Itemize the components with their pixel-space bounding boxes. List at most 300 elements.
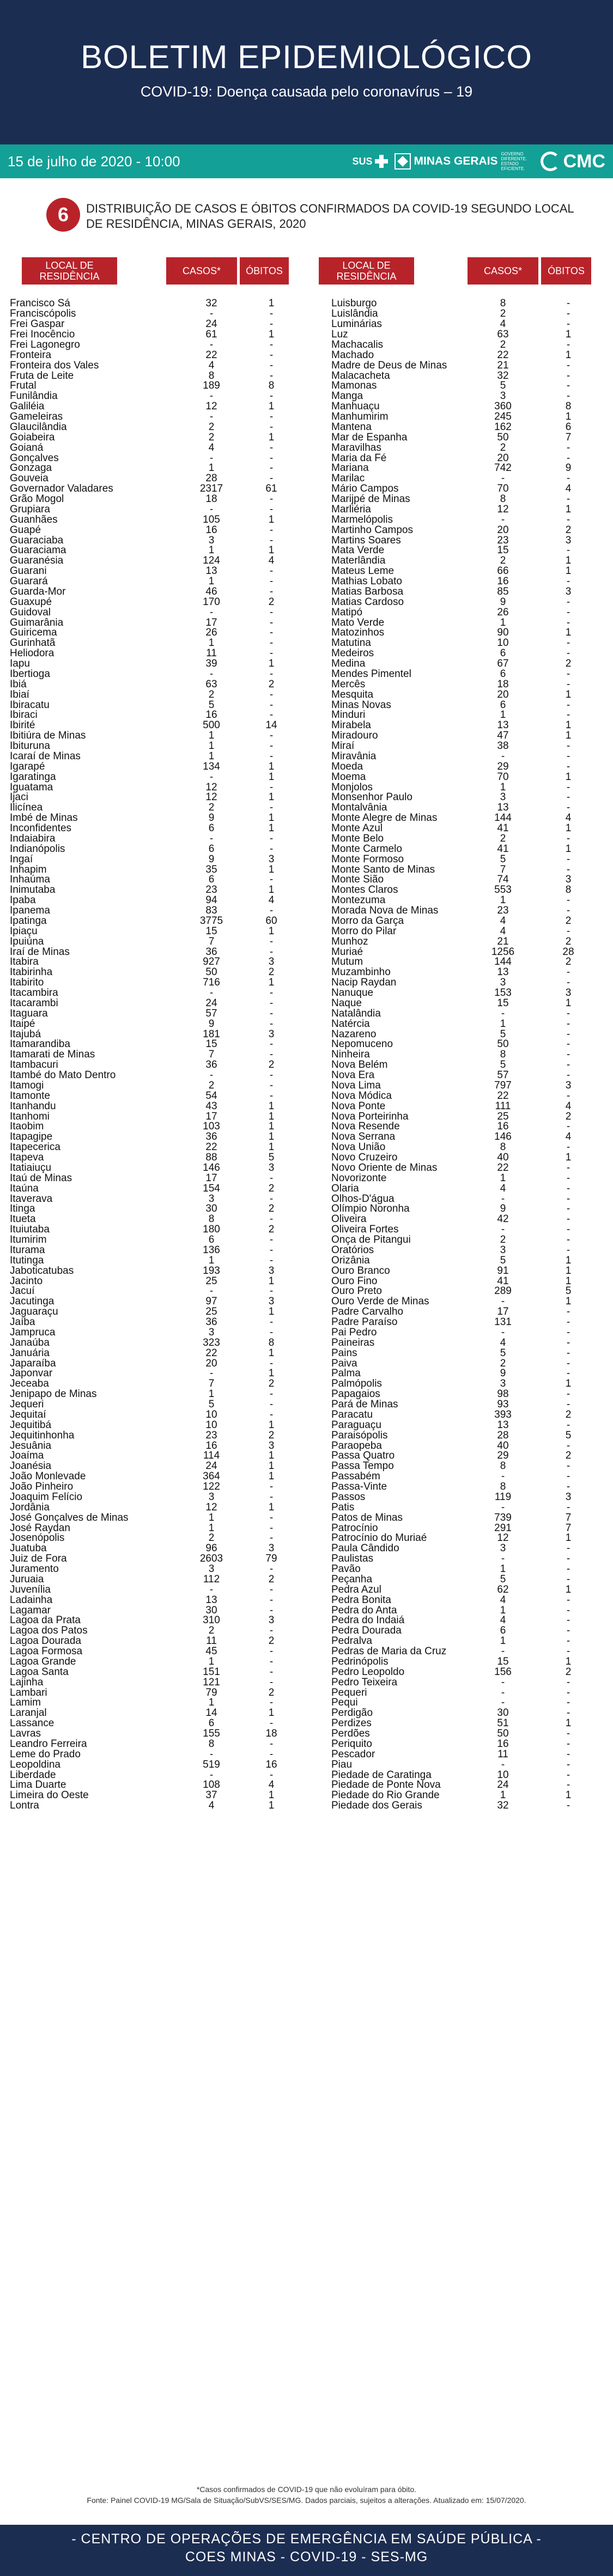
- row-deaths: -: [566, 473, 570, 485]
- row-deaths: -: [566, 1501, 570, 1513]
- table-row: [331, 1379, 598, 1389]
- row-deaths: 1: [565, 1152, 572, 1164]
- row-location: Ilicínea: [10, 802, 43, 814]
- row-deaths: -: [566, 1800, 570, 1812]
- row-deaths: -: [566, 1686, 570, 1698]
- row-deaths: 1: [565, 627, 572, 639]
- row-deaths: -: [269, 1583, 274, 1595]
- table-row: [331, 834, 598, 844]
- section-title: DISTRIBUIÇÃO DE CASOS E ÓBITOS CONFIRMADOS DA COVID-19 SEGUNDO LOCAL DE RESIDÊNCIA, MINAS GERAIS, 2020: [86, 202, 574, 231]
- table-row: [10, 854, 296, 864]
- row-location: Montes Claros: [331, 884, 398, 896]
- row-location: Mário Campos: [331, 483, 399, 495]
- row-deaths: -: [566, 1646, 570, 1658]
- footer: [0, 2525, 613, 2576]
- table-row: [10, 906, 296, 916]
- row-deaths: -: [269, 1079, 274, 1091]
- row-location: Guaraciaba: [10, 534, 64, 546]
- row-deaths: -: [566, 977, 570, 989]
- row-deaths: 3: [268, 1543, 275, 1555]
- table-row: [331, 453, 598, 463]
- table-row: [10, 1502, 296, 1513]
- table-row: [10, 422, 296, 433]
- table-row: [10, 710, 296, 721]
- table-row: [10, 1482, 296, 1492]
- table-row: [331, 299, 598, 309]
- row-cases: 54: [205, 1090, 217, 1102]
- row-deaths: 2: [565, 658, 572, 670]
- row-cases: 162: [494, 421, 512, 433]
- row-cases: 289: [494, 1285, 512, 1297]
- row-cases: 63: [205, 678, 217, 690]
- table-row: [331, 885, 598, 896]
- row-deaths: 7: [565, 1511, 572, 1523]
- row-deaths: 2: [268, 1224, 275, 1236]
- row-deaths: 2: [268, 1686, 275, 1698]
- row-cases: 12: [497, 1532, 509, 1544]
- table-row: [331, 772, 598, 782]
- table-row: [331, 854, 598, 864]
- table-row: [10, 391, 296, 402]
- row-deaths: 1: [268, 1501, 275, 1513]
- row-cases: -: [209, 390, 214, 402]
- row-cases: -: [501, 1697, 505, 1709]
- row-location: Monte Santo de Minas: [331, 863, 435, 875]
- row-cases: 10: [497, 1769, 509, 1781]
- row-cases: 8: [208, 1213, 215, 1225]
- table-row: [10, 1513, 296, 1523]
- row-cases: 500: [203, 719, 220, 731]
- row-location: Oratórios: [331, 1244, 374, 1256]
- row-deaths: 1: [565, 1296, 572, 1308]
- table-row: [10, 1081, 296, 1091]
- row-location: Palma: [331, 1368, 361, 1380]
- table-row: [331, 1698, 598, 1708]
- row-deaths: 1: [268, 884, 275, 896]
- table-row: [10, 1544, 296, 1554]
- row-cases: 124: [203, 555, 220, 567]
- row-cases: 7: [208, 935, 215, 947]
- table-row: [331, 412, 598, 422]
- row-location: Guidoval: [10, 606, 51, 618]
- table-left: [10, 299, 296, 1811]
- row-deaths: -: [269, 946, 274, 958]
- row-cases: 23: [497, 905, 509, 917]
- table-row: [331, 597, 598, 607]
- row-cases: 9: [500, 1203, 506, 1215]
- row-cases: 22: [205, 1347, 217, 1359]
- row-deaths: -: [269, 1604, 274, 1616]
- row-location: Josenópolis: [10, 1532, 65, 1544]
- table-row: [10, 1461, 296, 1472]
- row-location: Itueta: [10, 1213, 36, 1225]
- row-deaths: 4: [268, 894, 275, 906]
- row-cases: 88: [205, 1152, 217, 1164]
- row-deaths: -: [566, 1182, 570, 1194]
- row-deaths: -: [566, 1399, 570, 1411]
- row-location: Juruaia: [10, 1573, 44, 1585]
- row-deaths: 4: [268, 1779, 275, 1791]
- row-deaths: -: [269, 411, 274, 423]
- table-row: [331, 463, 598, 474]
- table-row: [331, 1791, 598, 1801]
- table-row: [10, 1595, 296, 1605]
- row-deaths: -: [269, 473, 274, 485]
- row-cases: 2603: [199, 1553, 223, 1565]
- row-location: Nova União: [331, 1141, 386, 1153]
- table-row: [331, 1225, 598, 1235]
- row-cases: 16: [497, 576, 509, 588]
- table-row: [331, 1071, 598, 1081]
- row-deaths: -: [269, 1316, 274, 1328]
- row-location: Ladainha: [10, 1594, 53, 1606]
- table-row: [331, 1533, 598, 1544]
- row-deaths: 3: [268, 1028, 275, 1040]
- row-cases: 85: [497, 585, 509, 597]
- table-row: [331, 752, 598, 762]
- row-cases: 30: [205, 1604, 217, 1616]
- table-row: [10, 834, 296, 844]
- row-deaths: 3: [565, 585, 572, 597]
- row-location: Goiabeira: [10, 431, 55, 443]
- row-location: Matozinhos: [331, 627, 385, 639]
- row-deaths: -: [566, 1234, 570, 1246]
- row-location: Lagoa Dourada: [10, 1635, 81, 1647]
- row-location: Novo Oriente de Minas: [331, 1162, 438, 1174]
- table-row: [10, 494, 296, 505]
- row-location: Novo Cruzeiro: [331, 1152, 398, 1164]
- row-cases: 15: [497, 545, 509, 557]
- table-row: [10, 1358, 296, 1369]
- row-deaths: 1: [268, 401, 275, 413]
- row-cases: 50: [497, 1728, 509, 1740]
- row-location: Patrocínio: [331, 1522, 378, 1534]
- row-location: Mesquita: [331, 688, 374, 700]
- row-cases: 927: [203, 956, 220, 968]
- row-deaths: -: [269, 462, 274, 474]
- table-row: [331, 1338, 598, 1348]
- row-deaths: 2: [268, 1182, 275, 1194]
- row-deaths: 2: [268, 1203, 275, 1215]
- row-cases: 51: [497, 1718, 509, 1730]
- row-location: Igaratinga: [10, 771, 56, 783]
- row-deaths: -: [566, 1357, 570, 1369]
- row-deaths: -: [269, 1532, 274, 1544]
- table-row: [331, 1780, 598, 1791]
- row-location: Paraopeba: [331, 1440, 382, 1452]
- footnote-cases: *Casos confirmados de COVID-19 que não evoluíram para óbito.: [196, 2485, 417, 2494]
- row-location: Nova Módica: [331, 1090, 392, 1102]
- row-location: Itaipé: [10, 1018, 35, 1030]
- row-cases: 2: [208, 421, 215, 433]
- row-deaths: 3: [268, 956, 275, 968]
- row-deaths: -: [566, 1481, 570, 1493]
- row-deaths: 2: [268, 1059, 275, 1071]
- row-cases: 4: [500, 1594, 506, 1606]
- table-row: [10, 371, 296, 381]
- row-cases: 3: [500, 1378, 506, 1390]
- row-cases: 1: [208, 1697, 215, 1709]
- table-row: [10, 1492, 296, 1503]
- table-row: [10, 700, 296, 710]
- table-row: [331, 690, 598, 700]
- row-cases: 1: [208, 1522, 215, 1534]
- table-row: [331, 1749, 598, 1759]
- row-location: Natalândia: [331, 1007, 381, 1019]
- row-deaths: -: [566, 1018, 570, 1030]
- row-deaths: -: [566, 750, 570, 762]
- table-row: [331, 1410, 598, 1420]
- table-row: [10, 772, 296, 782]
- row-location: Itatiaiuçu: [10, 1162, 52, 1174]
- row-cases: 16: [205, 709, 217, 721]
- row-deaths: 3: [565, 534, 572, 546]
- row-location: Pedro Leopoldo: [331, 1666, 405, 1678]
- table-row: [10, 474, 296, 484]
- row-deaths: -: [566, 1614, 570, 1626]
- row-deaths: -: [566, 853, 570, 865]
- table-row: [10, 1328, 296, 1338]
- row-deaths: -: [566, 616, 570, 628]
- table-row: [10, 1677, 296, 1688]
- row-cases: 2: [208, 1079, 215, 1091]
- row-deaths: 4: [268, 555, 275, 567]
- table-row: [331, 525, 598, 535]
- row-deaths: 1: [565, 1275, 572, 1287]
- row-deaths: 1: [565, 730, 572, 742]
- row-location: Luz: [331, 329, 348, 341]
- table-row: [331, 1739, 598, 1750]
- table-row: [10, 1071, 296, 1081]
- row-deaths: 2: [268, 966, 275, 978]
- row-location: Frei Lagonegro: [10, 338, 80, 350]
- table-row: [331, 1132, 598, 1142]
- row-deaths: -: [269, 1244, 274, 1256]
- row-deaths: 3: [565, 1079, 572, 1091]
- row-location: Governador Valadares: [10, 483, 113, 495]
- row-location: Juiz de Fora: [10, 1553, 67, 1565]
- row-cases: 8: [500, 1481, 506, 1493]
- row-cases: 6: [208, 843, 215, 855]
- row-deaths: -: [566, 1244, 570, 1256]
- table-row: [331, 824, 598, 834]
- row-deaths: 1: [565, 719, 572, 731]
- table-row: [331, 1657, 598, 1667]
- row-cases: 131: [494, 1316, 512, 1328]
- row-cases: 5: [208, 1399, 215, 1411]
- row-cases: -: [501, 1326, 505, 1338]
- table-row: [331, 1626, 598, 1636]
- row-location: Mirabela: [331, 719, 371, 731]
- row-cases: 91: [497, 1265, 509, 1277]
- row-location: Jequitibá: [10, 1419, 52, 1431]
- row-deaths: -: [566, 1326, 570, 1338]
- row-cases: 11: [206, 1635, 217, 1647]
- table-row: [331, 1482, 598, 1492]
- row-location: Pará de Minas: [331, 1399, 398, 1411]
- row-deaths: 1: [565, 823, 572, 835]
- row-cases: 45: [205, 1646, 217, 1658]
- row-location: Passabém: [331, 1471, 380, 1483]
- table-row: [331, 638, 598, 649]
- row-location: Ibiracatu: [10, 699, 50, 711]
- row-cases: 1: [208, 1388, 215, 1400]
- row-location: Pedralva: [331, 1635, 372, 1647]
- row-deaths: 3: [268, 1162, 275, 1174]
- row-deaths: 8: [565, 884, 572, 896]
- table-row: [10, 679, 296, 690]
- row-cases: 3: [500, 977, 506, 989]
- row-cases: 79: [205, 1686, 217, 1698]
- row-location: Leopoldina: [10, 1758, 60, 1770]
- table-row: [331, 309, 598, 319]
- row-cases: 63: [497, 329, 509, 341]
- row-deaths: 3: [565, 1491, 572, 1503]
- row-deaths: -: [566, 1676, 570, 1688]
- row-deaths: -: [566, 1419, 570, 1431]
- row-deaths: 1: [565, 771, 572, 783]
- row-deaths: -: [566, 1038, 570, 1050]
- row-deaths: -: [566, 1368, 570, 1380]
- table-row: [10, 432, 296, 443]
- row-cases: 6: [208, 874, 215, 886]
- row-deaths: 1: [268, 1460, 275, 1472]
- table-row: [331, 1585, 598, 1595]
- row-deaths: -: [566, 699, 570, 711]
- table-row: [10, 1286, 296, 1297]
- row-deaths: 1: [268, 545, 275, 557]
- table-row: [10, 1153, 296, 1163]
- table-row: [331, 988, 598, 999]
- row-cases: -: [501, 1193, 505, 1205]
- row-cases: 9: [208, 812, 215, 824]
- row-cases: 13: [205, 1594, 217, 1606]
- row-location: Itambacuri: [10, 1059, 58, 1071]
- row-deaths: -: [269, 1522, 274, 1534]
- row-location: Medeiros: [331, 648, 374, 660]
- row-location: Inhaúma: [10, 874, 50, 886]
- row-cases: -: [209, 987, 214, 999]
- table-row: [331, 515, 598, 525]
- row-location: Lagamar: [10, 1604, 51, 1616]
- row-cases: 36: [205, 1131, 217, 1143]
- table-row: [10, 1605, 296, 1616]
- table-row: [10, 1297, 296, 1307]
- row-location: Gouveia: [10, 473, 48, 485]
- row-cases: -: [209, 503, 214, 515]
- row-cases: 8: [208, 1738, 215, 1750]
- row-location: Paracatu: [331, 1408, 373, 1420]
- row-cases: -: [209, 1285, 214, 1297]
- row-location: Inimutaba: [10, 884, 56, 896]
- row-location: Monte Belo: [331, 832, 384, 844]
- table-row: [10, 967, 296, 978]
- row-deaths: 1: [268, 1141, 275, 1153]
- row-deaths: 2: [268, 1635, 275, 1647]
- row-deaths: 1: [565, 688, 572, 700]
- row-cases: 70: [497, 483, 509, 495]
- row-deaths: -: [566, 1604, 570, 1616]
- table-row: [331, 566, 598, 577]
- table-row: [10, 1194, 296, 1204]
- row-location: Guaxupé: [10, 596, 52, 608]
- row-deaths: -: [269, 1646, 274, 1658]
- row-location: Itaobim: [10, 1121, 44, 1133]
- table-row: [331, 494, 598, 505]
- row-cases: 13: [497, 802, 509, 814]
- row-cases: 2: [500, 555, 506, 567]
- row-cases: -: [209, 668, 214, 680]
- row-location: Olhos-D'água: [331, 1193, 394, 1205]
- row-cases: 16: [497, 1121, 509, 1133]
- table-row: [331, 1039, 598, 1050]
- row-location: Pedra do Indaiá: [331, 1614, 405, 1626]
- row-deaths: -: [566, 863, 570, 875]
- table-row: [10, 556, 296, 566]
- row-cases: 61: [205, 329, 217, 341]
- row-cases: 6: [500, 699, 506, 711]
- row-location: Madre de Deus de Minas: [331, 359, 447, 371]
- table-row: [10, 330, 296, 340]
- row-deaths: -: [269, 349, 274, 361]
- row-cases: -: [501, 513, 505, 525]
- row-location: Patis: [331, 1501, 355, 1513]
- row-cases: 16: [205, 1440, 217, 1452]
- row-location: Franciscópolis: [10, 308, 76, 320]
- row-location: Itanhandu: [10, 1100, 56, 1112]
- row-location: Orizânia: [331, 1254, 370, 1266]
- row-cases: 21: [497, 935, 509, 947]
- table-row: [10, 864, 296, 875]
- row-deaths: -: [269, 390, 274, 402]
- row-deaths: -: [269, 699, 274, 711]
- row-deaths: -: [269, 318, 274, 330]
- row-cases: 5: [500, 1254, 506, 1266]
- table-row: [10, 988, 296, 999]
- bulletin-date: 15 de julho de 2020 - 10:00: [8, 153, 180, 170]
- row-location: Nanuque: [331, 987, 374, 999]
- row-location: Natércia: [331, 1018, 370, 1030]
- row-location: Ibiaí: [10, 688, 29, 700]
- table-row: [331, 1677, 598, 1688]
- row-cases: 24: [205, 318, 217, 330]
- table-row: [10, 824, 296, 834]
- table-row: [331, 1801, 598, 1811]
- row-location: Igarapé: [10, 760, 45, 772]
- row-deaths: -: [566, 1337, 570, 1349]
- row-deaths: 1: [268, 1789, 275, 1801]
- table-row: [331, 556, 598, 566]
- row-cases: 742: [494, 462, 512, 474]
- row-cases: 23: [205, 1429, 217, 1441]
- table-row: [10, 1688, 296, 1698]
- row-cases: 4: [208, 442, 215, 453]
- row-deaths: -: [269, 585, 274, 597]
- row-cases: 11: [206, 648, 217, 660]
- row-location: Ijaci: [10, 791, 28, 803]
- table-row: [331, 1636, 598, 1647]
- row-cases: 98: [497, 1388, 509, 1400]
- row-deaths: -: [566, 925, 570, 937]
- row-cases: 1: [500, 709, 506, 721]
- table-row: [331, 1111, 598, 1122]
- row-cases: 74: [497, 874, 509, 886]
- table-row: [10, 1698, 296, 1708]
- row-deaths: 1: [565, 555, 572, 567]
- table-row: [10, 1255, 296, 1266]
- row-location: Icaraí de Minas: [10, 750, 81, 762]
- row-cases: 4: [500, 1182, 506, 1194]
